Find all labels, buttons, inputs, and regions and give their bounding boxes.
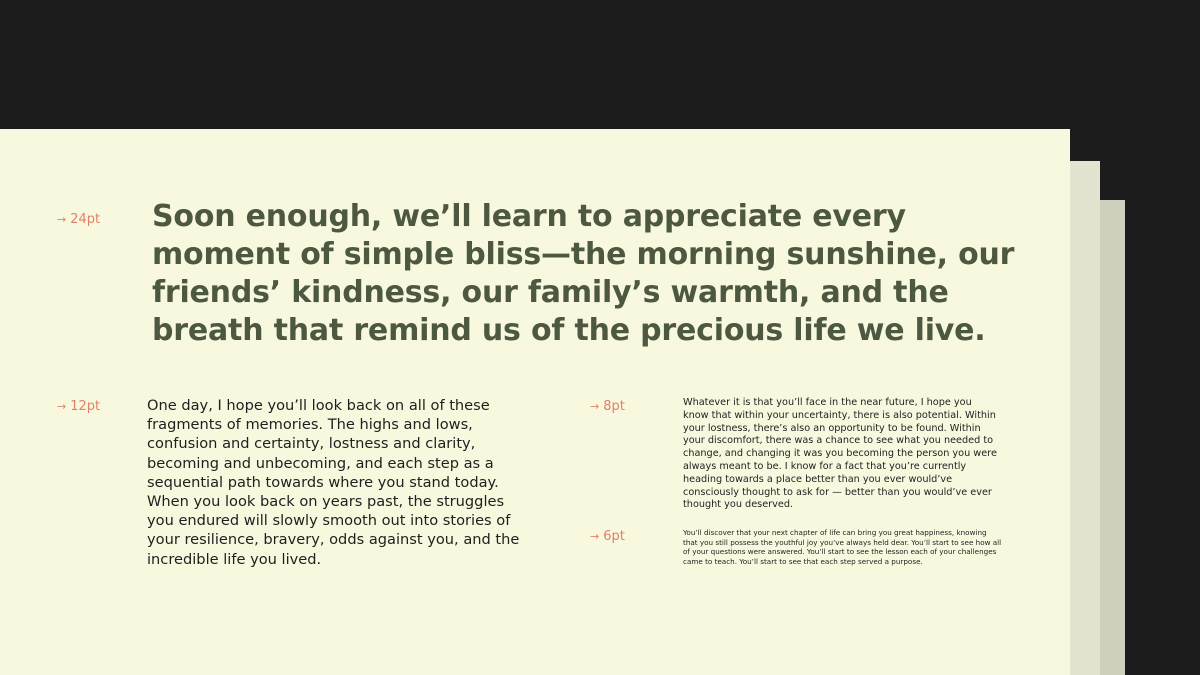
size-label-text: 24pt	[70, 212, 101, 227]
back-sheet-1	[1070, 161, 1100, 675]
type-specimen-page	[0, 129, 1070, 675]
arrow-right-icon: →	[590, 400, 600, 413]
arrow-right-icon: →	[57, 400, 67, 413]
size-label-text: 8pt	[603, 399, 625, 414]
size-label-6pt	[590, 529, 625, 544]
size-label-24pt	[57, 212, 100, 227]
specimen-text-8pt: Whatever it is that you’ll face in the near future, I hope you know that within your uncertainty, there is also potential. Within your lostness, there’s also an opportunity to be found. Within your discomfort, there was a chance to see what you needed to change, and changing it was you becoming the person you were always meant to be. I know for a fact that you’re currently heading towards a place better than you ever would’ve consciously thought to ask for — better than you would’ve ever thought you deserved.	[683, 397, 997, 511]
arrow-right-icon: →	[57, 213, 67, 226]
size-label-text: 6pt	[603, 529, 625, 544]
specimen-text-12pt: One day, I hope you’ll look back on all of these fragments of memories. The highs and lows, confusion and certainty, lostness and clarity, becoming and unbecoming, and each step as a sequential path towards where you stand today. When you look back on years past, the struggles you endured will slowly smooth out into stories of your resilience, bravery, odds against you, and the incredible life you lived.	[147, 397, 520, 568]
specimen-text-24pt: Soon enough, we’ll learn to appreciate every moment of simple bliss—the morning sunshine, our friends’ kindness, our family’s warmth, and the breath that remind us of the precious life we live.	[152, 199, 1015, 348]
arrow-right-icon: →	[590, 530, 600, 543]
size-label-text: 12pt	[70, 399, 101, 414]
size-label-8pt	[590, 399, 625, 414]
size-label-12pt	[57, 399, 100, 414]
specimen-text-6pt: You’ll discover that your next chapter of life can bring you great happiness, knowing that you still possess the youthful joy you’ve always held dear. You’ll start to see how all of your questions were answered. You’ll start to see the lesson each of your challenges came to teach. You’ll start to see that each step served a purpose.	[683, 528, 1002, 566]
